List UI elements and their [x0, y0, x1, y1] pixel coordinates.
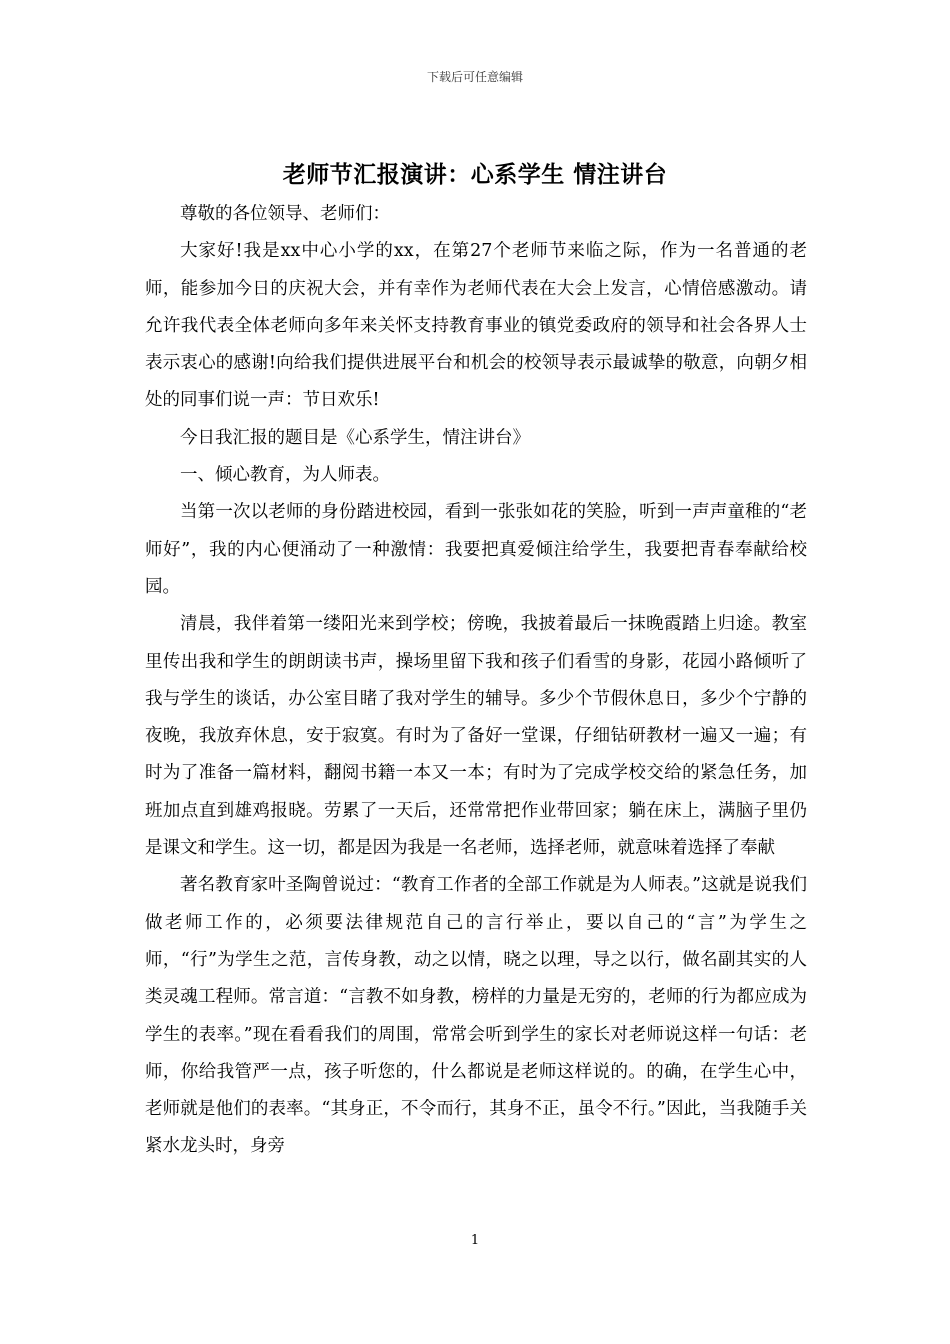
- body-paragraph: 大家好!我是xx中心小学的xx，在第27个老师节来临之际，作为一名普通的老师，能参加今日的庆祝大会，并有幸作为老师代表在大会上发言，心情倍感激动。请允许我代表全体老师向多年来关怀支持教育事业的镇党委政府的领导和社会各界人士表示衷心的感谢!向给我们提供进展平台和机会的校领导表示最诚挚的敬意，向朝夕相处的同事们说一声：节日欢乐!: [145, 241, 807, 411]
- body-paragraph: 著名教育家叶圣陶曾说过：“教育工作者的全部工作就是为人师表。”这就是说我们做老师工作的，必须要法律规范自己的言行举止，要以自己的“言”为学生之师，“行”为学生之范，言传身教，动之以情，晓之以理，导之以行，做名副其实的人类灵魂工程师。常言道：“言教不如身教，榜样的力量是无穷的，老师的行为都应成为学生的表率。”现在看看我们的周围，常常会听到学生的家长对老师说这样一句话：老师，你给我管严一点，孩子听您的，什么都说是老师这样说的。的确，在学生心中，老师就是他们的表率。“其身正，不令而行，其身不正，虽令不行。”因此，当我随手关紧水龙头时，身旁: [145, 875, 807, 1157]
- body-paragraph: 清晨，我伴着第一缕阳光来到学校；傍晚，我披着最后一抹晚霞踏上归途。教室里传出我和学生的朗朗读书声，操场里留下我和孩子们看雪的身影，花园小路倾听了我与学生的谈话，办公室目睹了我对学生的辅导。多少个节假休息日，多少个宁静的夜晚，我放弃休息，安于寂寞。有时为了备好一堂课，仔细钻研教材一遍又一遍；有时为了准备一篇材料，翻阅书籍一本又一本；有时为了完成学校交给的紧急任务，加班加点直到雄鸡报晓。劳累了一天后，还常常把作业带回家；躺在床上，满脑子里仍是课文和学生。这一切，都是因为我是一名老师，选择老师，就意味着选择了奉献: [145, 614, 807, 859]
- salutation-paragraph: 尊敬的各位领导、老师们：: [180, 204, 390, 224]
- document-body: [145, 196, 807, 1166]
- section-heading: 一、倾心教育，为人师表。: [180, 465, 390, 486]
- body-paragraph: 今日我汇报的题目是《心系学生，情注讲台》: [180, 427, 530, 448]
- header-note: 下载后可任意编辑: [426, 70, 523, 84]
- document-title: 老师节汇报演讲：心系学生 情注讲台: [282, 161, 668, 188]
- body-paragraph: 当第一次以老师的身份踏进校园，看到一张张如花的笑脸，听到一声声童稚的“老师好”，我的内心便涌动了一种激情：我要把真爱倾注给学生，我要把青春奉献给校园。: [145, 502, 807, 597]
- page-number: 1: [470, 1233, 480, 1248]
